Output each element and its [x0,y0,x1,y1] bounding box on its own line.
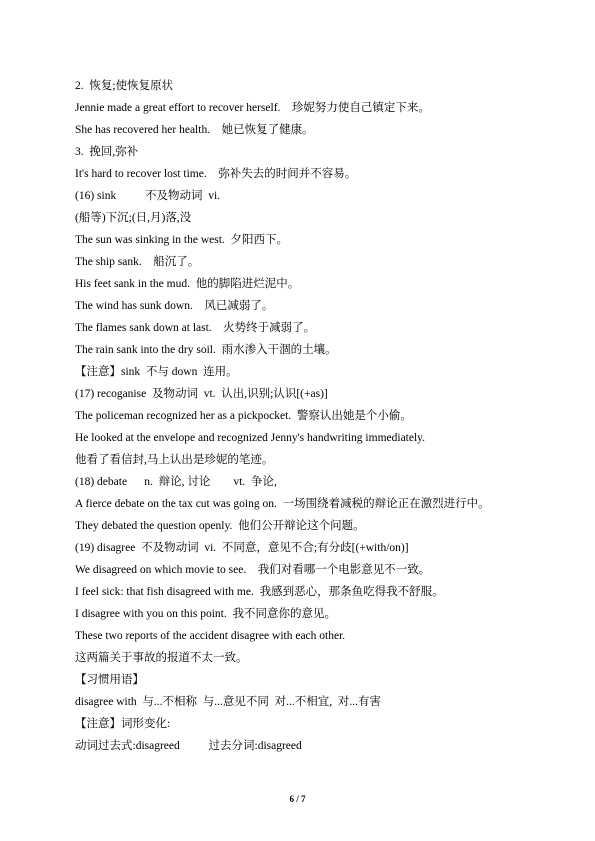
text-line: We disagreed on which movie to see. 我们对看哪一个电影意见不一致。 [75,564,431,576]
text-line: These two reports of the accident disagree with each other. [75,630,346,642]
text-line: 【注意】词形变化: [75,718,171,730]
text-line: The sun was sinking in the west. 夕阳西下。 [75,234,289,246]
text-line: 2. 恢复;使恢复原状 [75,80,174,92]
page-number: 6 / 7 [289,794,306,804]
text-line: 【注意】sink 不与 down 连用。 [75,366,238,378]
text-line: (船等)下沉;(日,月)落,没 [75,212,192,224]
text-line: I disagree with you on this point. 我不同意你的意见。 [75,608,336,620]
text-line: The flames sank down at last. 火势终于减弱了。 [75,322,316,334]
text-line: He looked at the envelope and recognized Jenny's handwriting immediately. [75,432,426,444]
text-line: The policeman recognized her as a pickpocket. 警察认出她是个小偷。 [75,410,412,422]
text-line: I feel sick: that fish disagreed with me. 我感到恶心，那条鱼吃得我不舒服。 [75,586,444,598]
text-line: They debated the question openly. 他们公开辩论这个问题。 [75,520,365,532]
text-line: (16) sink 不及物动词 vi. [75,190,221,202]
text-line: A fierce debate on the tax cut was going on. 一场围绕着减税的辩论正在激烈进行中。 [75,498,490,510]
text-line: She has recovered her health. 她已恢复了健康。 [75,124,314,136]
text-line: 他看了看信封,马上认出是珍妮的笔迹。 [75,454,274,466]
text-line: The wind has sunk down. 风已减弱了。 [75,300,274,312]
text-line: 这两篇关于事故的报道不太一致。 [75,652,248,664]
text-line: The rain sank into the dry soil. 雨水渗入干涸的土壤。 [75,344,337,356]
text-line: (18) debate n. 辩论, 讨论 vt. 争论, [75,476,277,488]
text-line: disagree with 与...不相称 与...意见不同 对...不相宜, 对...有害 [75,696,382,708]
text-line: 3. 挽回,弥补 [75,146,139,158]
text-line: (17) recoganise 及物动词 vt. 认出,识别;认识[(+as)] [75,388,328,400]
text-line: It's hard to recover lost time. 弥补失去的时间并不容易。 [75,168,357,180]
text-line: (19) disagree 不及物动词 vi. 不同意，意见不合;有分歧[(+with/on)] [75,542,409,554]
text-line: The ship sank. 船沉了。 [75,256,200,268]
text-line: Jennie made a great effort to recover herself. 珍妮努力使自己镇定下来。 [75,102,430,114]
text-line: 动词过去式:disagreed 过去分词:disagreed [75,740,302,752]
text-line: 【习惯用语】 [75,674,144,686]
text-line: His feet sank in the mud. 他的脚陷进烂泥中。 [75,278,300,290]
